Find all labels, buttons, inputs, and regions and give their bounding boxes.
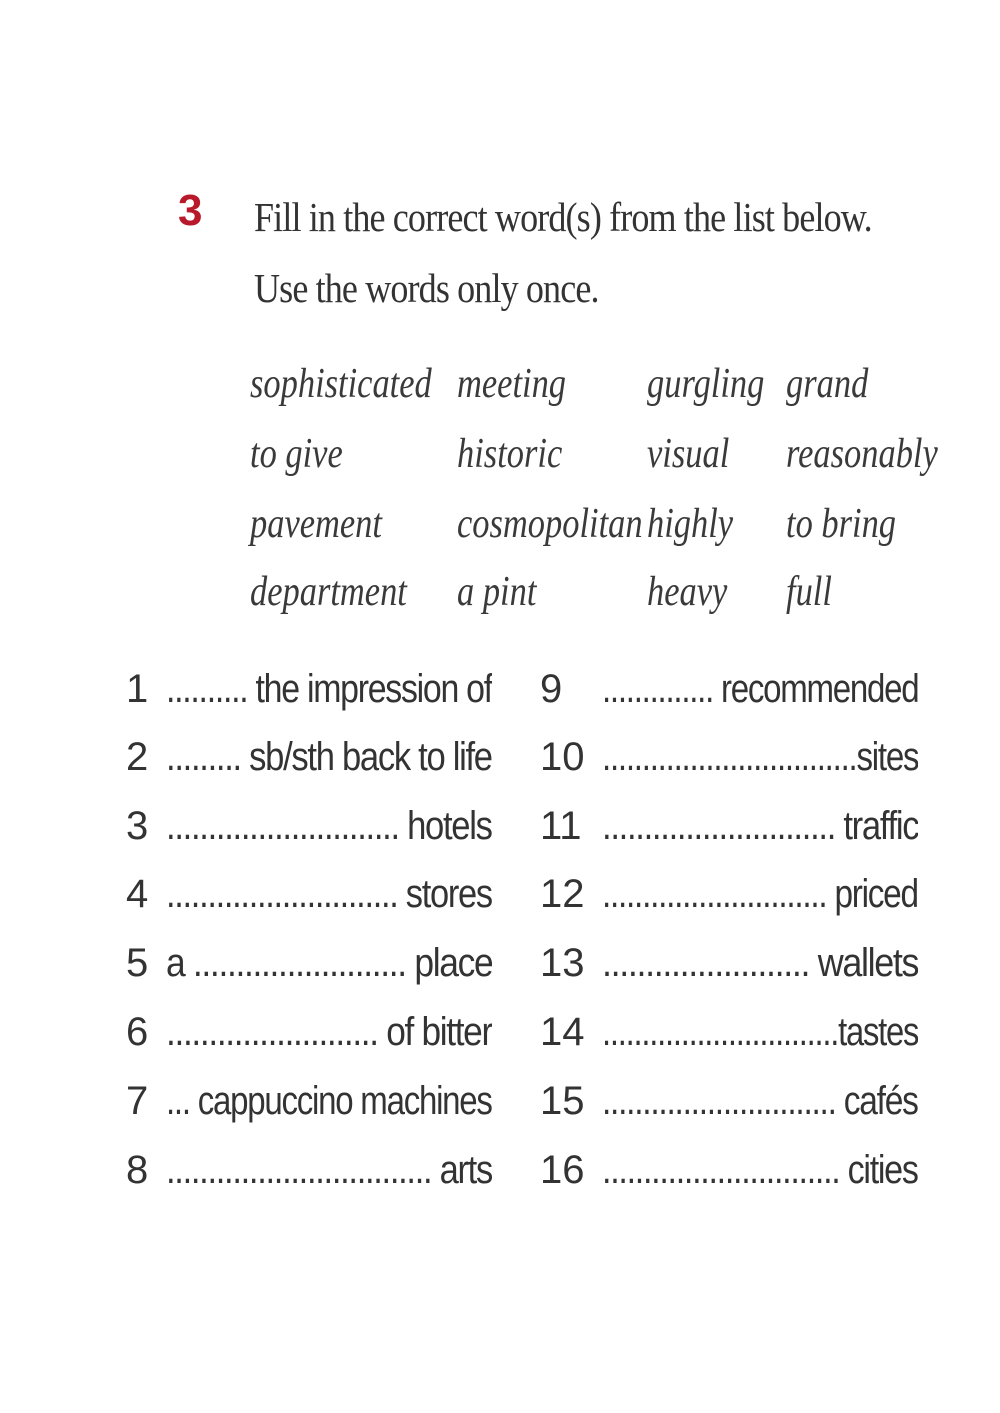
word-list-item: pavement xyxy=(250,501,382,547)
item-phrase: ............................. cafés xyxy=(602,1079,918,1123)
item-phrase: .......... the impression of xyxy=(166,667,492,711)
item-number: 12 xyxy=(540,872,585,916)
instruction-line-1: Fill in the correct word(s) from the list below. xyxy=(254,194,872,240)
word-list-item: gurgling xyxy=(647,361,765,407)
item-number: 8 xyxy=(126,1148,149,1192)
word-list-item: a pint xyxy=(457,569,537,615)
word-list-item: heavy xyxy=(647,569,728,615)
word-list-item: cosmopolitan xyxy=(457,501,643,547)
word-list-item: to give xyxy=(250,431,343,477)
word-list-item: meeting xyxy=(457,361,567,407)
exercise-item xyxy=(126,936,492,990)
item-phrase: ............................ traffic xyxy=(602,804,918,848)
item-phrase: ........................ wallets xyxy=(602,941,918,985)
item-phrase: ......................... of bitter xyxy=(166,1010,492,1054)
item-phrase: a ......................... place xyxy=(166,941,492,985)
exercise-item xyxy=(540,867,918,921)
word-list-item: to bring xyxy=(786,501,897,547)
item-number: 11 xyxy=(540,804,582,848)
item-number: 16 xyxy=(540,1148,585,1192)
exercise-item xyxy=(126,1005,492,1059)
word-list-item: historic xyxy=(457,431,563,477)
word-list-item: highly xyxy=(647,501,734,547)
exercise-item xyxy=(540,936,918,990)
exercise-item xyxy=(540,1005,918,1059)
exercise-item xyxy=(540,1074,918,1128)
word-list-item: reasonably xyxy=(786,431,938,477)
exercise-item xyxy=(540,799,918,853)
item-phrase: ......... sb/sth back to life xyxy=(166,735,492,779)
item-number: 14 xyxy=(540,1010,585,1054)
item-phrase: ................................sites xyxy=(602,735,918,779)
word-list-item: department xyxy=(250,569,407,615)
item-number: 9 xyxy=(540,667,563,711)
item-number: 4 xyxy=(126,872,149,916)
item-number: 15 xyxy=(540,1079,585,1123)
item-number: 3 xyxy=(126,804,149,848)
item-number: 10 xyxy=(540,735,585,779)
exercise-item xyxy=(540,662,918,716)
exercise-item xyxy=(540,730,918,784)
word-list-item: grand xyxy=(786,361,869,407)
item-phrase: ... cappuccino machines xyxy=(166,1079,492,1123)
item-number: 13 xyxy=(540,941,585,985)
item-phrase: ............................. cities xyxy=(602,1148,918,1192)
exercise-item xyxy=(126,799,492,853)
item-phrase: ............................ priced xyxy=(602,872,918,916)
exercise-item xyxy=(126,867,492,921)
item-phrase: ............................ hotels xyxy=(166,804,492,848)
item-phrase: .............. recommended xyxy=(602,667,918,711)
item-number: 2 xyxy=(126,735,149,779)
item-number: 6 xyxy=(126,1010,149,1054)
exercise-item xyxy=(126,730,492,784)
exercise-item xyxy=(126,1074,492,1128)
instruction-line-2: Use the words only once. xyxy=(254,265,599,311)
exercise-number: 3 xyxy=(178,186,203,235)
exercise-item xyxy=(540,1143,918,1197)
item-phrase: ................................ arts xyxy=(166,1148,492,1192)
item-number: 5 xyxy=(126,941,149,985)
exercise-item xyxy=(126,1143,492,1197)
word-list-item: visual xyxy=(647,431,730,477)
item-number: 7 xyxy=(126,1079,149,1123)
word-list-item: full xyxy=(786,569,832,615)
word-list-item: sophisticated xyxy=(250,361,432,407)
item-phrase: ............................ stores xyxy=(166,872,492,916)
item-number: 1 xyxy=(126,667,149,711)
item-phrase: ..............................tastes xyxy=(602,1010,918,1054)
exercise-item xyxy=(126,662,492,716)
